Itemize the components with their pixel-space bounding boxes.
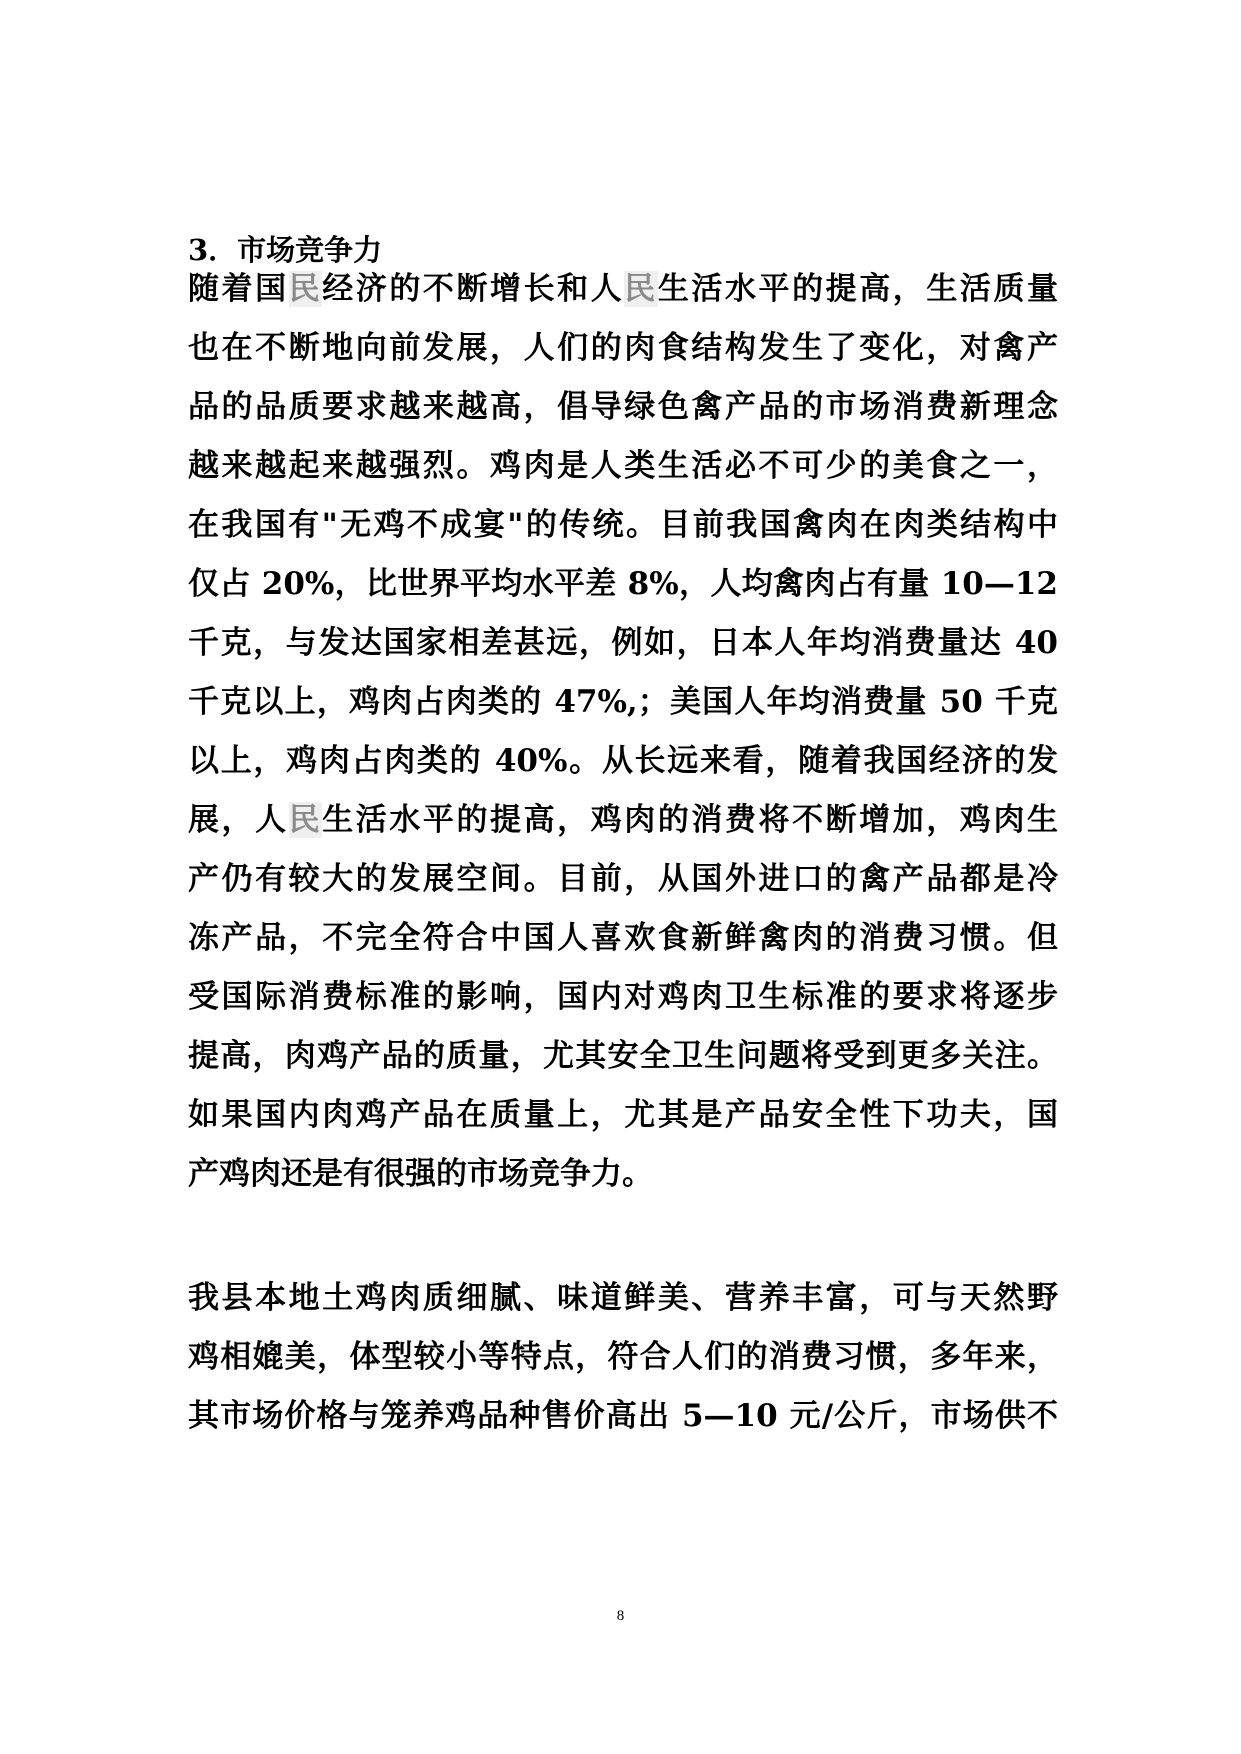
paragraph-line: 也在不断地向前发展，人们的肉食结构发生了变化，对禽产 [188, 330, 1058, 366]
paragraph-line: 产仍有较大的发展空间。目前，从国外进口的禽产品都是冷 [188, 861, 1058, 897]
paragraph-line: 千克以上，鸡肉占肉类的 47%,；美国人年均消费量 50 千克 [188, 684, 1058, 720]
paragraph-line: 如果国内肉鸡产品在质量上，尤其是产品安全性下功夫，国 [188, 1097, 1058, 1133]
paragraph-line: 在我国有"无鸡不成宴"的传统。目前我国禽肉在肉类结构中 [188, 507, 1058, 543]
paragraph-line: 受国际消费标准的影响，国内对鸡肉卫生标准的要求将逐步 [188, 979, 1058, 1015]
paragraph-line: 产鸡肉还是有很强的市场竞争力。 [188, 1156, 653, 1192]
paragraph-line: 越来越起来越强烈。鸡肉是人类生活必不可少的美食之一， [188, 448, 1058, 484]
paragraph-line: 以上，鸡肉占肉类的 40%。从长远来看，随着我国经济的发 [188, 743, 1058, 779]
highlighted-character: 民 [624, 271, 658, 307]
section-heading: 3．市场竞争力 [188, 233, 383, 267]
page-number: 8 [616, 1608, 625, 1624]
paragraph-line: 千克，与发达国家相差甚远，例如，日本人年均消费量达 40 [188, 625, 1058, 661]
paragraph-line: 仅占 20%，比世界平均水平差 8%，人均禽肉占有量 10—12 [188, 566, 1058, 602]
paragraph-line: 展，人民生活水平的提高，鸡肉的消费将不断增加，鸡肉生 [188, 802, 1059, 838]
paragraph-line: 品的品质要求越来越高，倡导绿色禽产品的市场消费新理念 [188, 389, 1058, 425]
paragraph-line: 我县本地土鸡肉质细腻、味道鲜美、营养丰富，可与天然野 [188, 1280, 1058, 1316]
highlighted-character: 民 [288, 271, 323, 307]
paragraph-line: 冻产品，不完全符合中国人喜欢食新鲜禽肉的消费习惯。但 [188, 920, 1058, 956]
paragraph-line: 提高，肉鸡产品的质量，尤其安全卫生问题将受到更多关注。 [188, 1038, 1058, 1074]
highlighted-character: 民 [288, 802, 323, 838]
paragraph-line: 鸡相媲美，体型较小等特点，符合人们的消费习惯，多年来， [188, 1339, 1058, 1375]
paragraph-line: 随着国民经济的不断增长和人民生活水平的提高，生活质量 [188, 271, 1059, 307]
paragraph-line: 其市场价格与笼养鸡品种售价高出 5—10 元/公斤，市场供不 [188, 1398, 1058, 1434]
